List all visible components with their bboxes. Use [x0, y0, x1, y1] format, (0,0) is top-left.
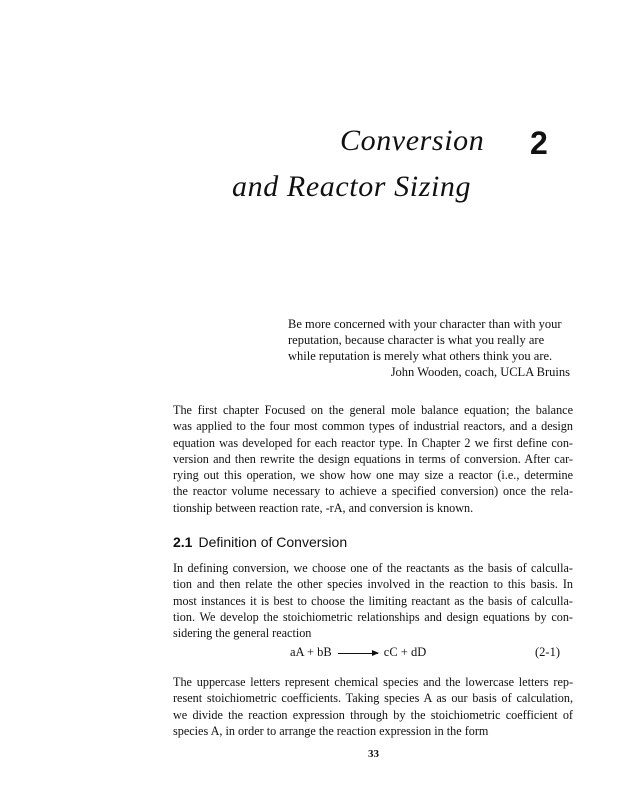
- chapter-number: 2: [530, 125, 548, 161]
- reaction-arrow-icon: [338, 653, 378, 654]
- text-line: tionship between reaction rate, -rA, and conversion is known.: [173, 500, 474, 515]
- section-title: Definition of Conversion: [198, 534, 348, 550]
- text-line: In defining conversion, we choose one of the reactants as the basis of calculla-: [173, 561, 573, 575]
- equation-number: (2-1): [535, 645, 560, 659]
- equation-left: aA + bB: [290, 645, 332, 659]
- section-number: 2.1: [173, 534, 193, 550]
- text-line: equation was developed for each reactor type. In Chapter 2 we first define con-: [173, 435, 573, 450]
- page-number: 33: [368, 748, 379, 760]
- epigraph-attribution: John Wooden, coach, UCLA Bruins: [390, 365, 570, 379]
- reaction-equation: [290, 645, 426, 660]
- text-line: The first chapter Focused on the general mole balance equation; the balance: [173, 403, 573, 417]
- epigraph-line: while reputation is merely what others think you are.: [288, 349, 553, 363]
- text-line: the reactor volume necessary to achieve a specified conversion) once the rela-: [173, 484, 573, 499]
- epigraph-line: Be more concerned with your character than with your: [288, 317, 562, 331]
- text-line: we divide the reaction expression through by the stoichiometric coefficient of: [173, 707, 573, 722]
- text-line: tion and then relate the other species involved in the reaction to this basis. In: [173, 577, 573, 592]
- text-line: most instances it is best to choose the limiting reactant as the basis of calculla-: [173, 593, 573, 608]
- chapter-title-line1: Conversion: [340, 124, 485, 157]
- epigraph-line: reputation, because character is what you really are: [288, 333, 545, 347]
- closing-paragraph: [173, 674, 573, 739]
- text-line: species A, in order to arrange the reaction expression in the form: [173, 723, 489, 738]
- text-line: version and then rewrite the design equations in terms of conversion. After car-: [173, 451, 573, 466]
- text-line: tion. We develop the stoichiometric relationships and design equations by con-: [173, 609, 573, 624]
- text-line: sidering the general reaction: [173, 626, 312, 641]
- text-line: was applied to the four most common types of industrial reactors, and a design: [173, 419, 573, 434]
- section-heading: [173, 534, 347, 550]
- text-line: rying out this operation, we show how one may size a reactor (i.e., determine: [173, 468, 573, 483]
- intro-paragraph: [173, 402, 573, 516]
- epigraph: [288, 316, 570, 380]
- text-line: resent stoichiometric coefficients. Taking species A as our basis of calculation,: [173, 691, 573, 706]
- text-line: The uppercase letters represent chemical species and the lowercase letters rep-: [173, 675, 573, 689]
- equation-right: cC + dD: [383, 645, 427, 659]
- chapter-title-line2: and Reactor Sizing: [232, 170, 472, 203]
- section-paragraph: [173, 560, 573, 641]
